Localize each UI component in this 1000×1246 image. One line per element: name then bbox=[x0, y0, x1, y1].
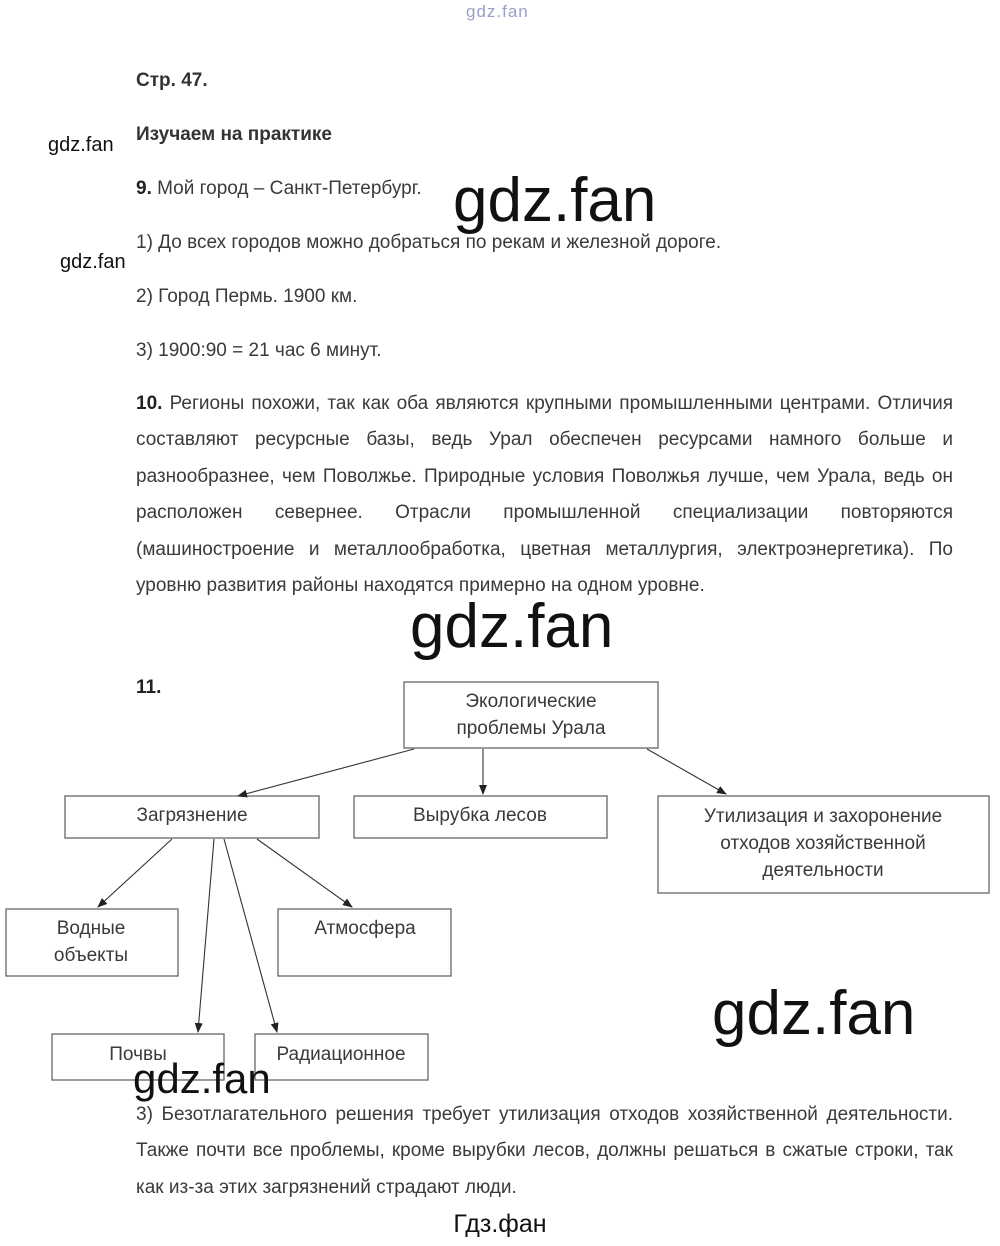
waste-label-line-1: Утилизация и захоронение bbox=[703, 806, 943, 827]
waste-label-line-3: деятельности bbox=[762, 860, 884, 881]
radiation-label: Радиационное bbox=[276, 1044, 406, 1065]
watermark-small-1: gdz.fan bbox=[48, 134, 114, 156]
watermark-small-2: gdz.fan bbox=[60, 251, 126, 273]
task9-title: Мой город – Санкт-Петербург. bbox=[157, 178, 422, 199]
task9-item-1: 1) До всех городов можно добраться по рекам и железной дороге. bbox=[136, 232, 722, 253]
watermark-top: gdz.fan bbox=[466, 2, 529, 21]
task9-heading bbox=[136, 178, 422, 200]
task10-number: 10. bbox=[136, 393, 163, 414]
watermark-big-4: gdz.fan bbox=[133, 1055, 271, 1102]
water-label-line-2: объекты bbox=[53, 945, 129, 966]
watermark-big-1: gdz.fan bbox=[453, 166, 657, 235]
arrow-root-waste bbox=[647, 749, 726, 794]
watermark-big-2: gdz.fan bbox=[410, 592, 614, 661]
water-label-line-1: Водные bbox=[56, 918, 126, 939]
atmosphere-label: Атмосфера bbox=[314, 918, 416, 939]
arrow-pollution-water bbox=[98, 839, 172, 907]
arrow-pollution-radiation bbox=[224, 839, 277, 1032]
task10-paragraph bbox=[136, 386, 953, 604]
root-label-line-1: Экологические bbox=[465, 691, 597, 712]
task9-number: 9. bbox=[136, 178, 152, 199]
arrow-pollution-atmosphere bbox=[257, 839, 352, 907]
section-title: Изучаем на практике bbox=[136, 124, 332, 145]
pollution-label: Загрязнение bbox=[136, 805, 248, 826]
watermark-big-3: gdz.fan bbox=[712, 979, 916, 1048]
arrow-pollution-soil bbox=[198, 839, 214, 1032]
logging-label: Вырубка лесов bbox=[413, 805, 547, 826]
task10-text: Регионы похожи, так как оба являются крупными промышленными центрами. Отличия составляют ресурсные базы, ведь Урал обеспечен ресурсами намного больше и разнообразнее, чем Поволжье. Природные условия Поволжья лучше, чем Урала, ведь он расположен севернее. Отрасли промышленной специализации повторяются (машиностроение и металлообработка, цветная металлургия, электроэнергетика). По уровню развития районы находятся примерно на одном уровне. bbox=[136, 393, 954, 597]
task9-item-2: 2) Город Пермь. 1900 км. bbox=[136, 286, 358, 307]
soil-label: Почвы bbox=[109, 1044, 167, 1065]
task11-conclusion: 3) Безотлагательного решения требует утилизация отходов хозяйственной деятельности. Также почти все проблемы, кроме вырубки лесов, должны решаться в сжатые строки, так как из-за этих загрязнений страдают люди. bbox=[136, 1104, 953, 1198]
root-label-line-2: проблемы Урала bbox=[456, 718, 606, 739]
page-number: Стр. 47. bbox=[136, 70, 208, 91]
task9-item-3: 3) 1900:90 = 21 час 6 минут. bbox=[136, 340, 382, 361]
waste-label-line-2: отходов хозяйственной bbox=[720, 833, 926, 854]
arrow-root-pollution bbox=[238, 749, 414, 796]
footer-label: Гдз.фан bbox=[453, 1210, 547, 1238]
task11-number: 11. bbox=[136, 677, 162, 698]
